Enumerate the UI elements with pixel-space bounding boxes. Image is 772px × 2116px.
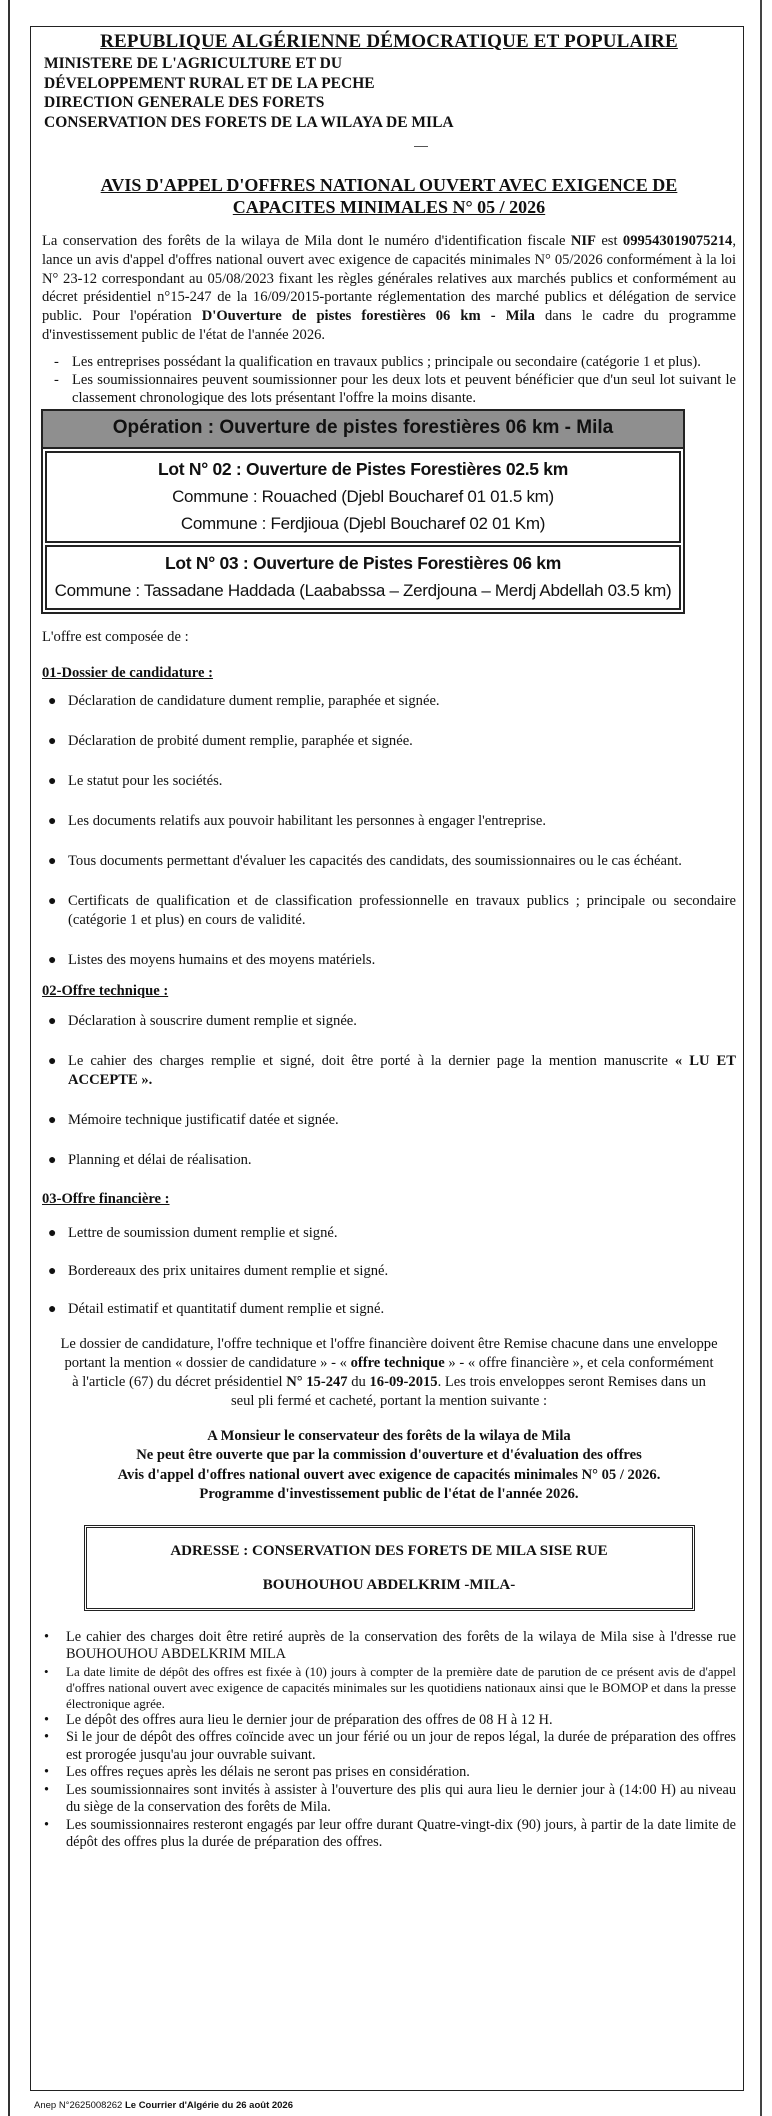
nif-value: 099543019075214 [622, 233, 733, 249]
technique-list [42, 1012, 736, 1170]
financiere-section-title: 03-Offre financière : [42, 1190, 170, 1207]
lot-02-box [45, 451, 681, 543]
list-item: ● Déclaration de candidature dument remplie, paraphée et signée. [48, 692, 440, 709]
dossier-list [42, 692, 736, 970]
address-line: BOUHOUHOU ABDELKRIM -MILA- [262, 1576, 516, 1593]
journal-name: Le Courrier d'Algérie du 26 août 2026 [124, 2100, 293, 2111]
list-item: ● Déclaration de probité dument remplie, paraphée et signée. [48, 732, 413, 749]
envelope-paragraph: Le dossier de candidature, l'offre technique et l'offre financière doivent être Remise chacune dans une enveloppe portant la mention « dossier de candidature » - « offre technique » - « offre financière », et cela conformément à l'article (67) du décret présidentiel N° 15-247 du 16-09-2015. Les trois enveloppes seront Remises dans un seul pli fermé et cacheté, portant la mention suivante : [60, 1335, 718, 1409]
lot-title: Lot N° 03 : Ouverture de Pistes Forestières 06 km [165, 552, 561, 573]
list-item: ● Déclaration à souscrire dument remplie et signée. [48, 1012, 357, 1029]
anep-number: Anep N°2625008262 [34, 2100, 123, 2111]
lot-title: Lot N° 02 : Ouverture de Pistes Forestières 02.5 km [158, 458, 568, 479]
technique-section-title: 02-Offre technique : [42, 982, 169, 999]
list-item: • Le cahier des charges doit être retiré auprès de la conservation des forêts de la wilaya de Mila sise à l'dresse rue BOUHOUHOU ABDELKRIM MILA [44, 1628, 736, 1663]
notice-title [42, 174, 736, 218]
intro-text: La conservation des forêts de la wilaya de Mila dont le numéro d'identification fiscale [42, 233, 571, 249]
notice-title-line2: CAPACITES MINIMALES N° 05 / 2026 [232, 197, 546, 217]
list-item: ● Mémoire technique justificatif datée et signée. [48, 1111, 339, 1128]
list-item: ● Détail estimatif et quantitatif dument remplie et signé. [48, 1300, 385, 1317]
list-item: • Le dépôt des offres aura lieu le dernier jour de préparation des offres de 08 H à 12 H. [44, 1711, 553, 1728]
mention-line: A Monsieur le conservateur des forêts de la wilaya de Mila [207, 1427, 571, 1444]
list-item: • La date limite de dépôt des offres est fixée à (10) jours à compter de la première date de parution de ce présent avis de d'appel d'offres national ouvert avec exigence de capacités minimales sur les quotidiens nationaux ainsi que le BOMOP et dans la presse électronique agrée. [44, 1663, 736, 1711]
lot-commune: Commune : Rouached (Djebl Boucharef 01 01.5 km) [172, 486, 554, 506]
mention-line: Avis d'appel d'offres national ouvert avec exigence de capacités minimales N° 05 / 2026. [117, 1466, 661, 1483]
address-box [84, 1525, 695, 1611]
list-item: ● Le cahier des charges remplie et signé, doit être porté à la dernier page la mention manuscrite « LU ET ACCEPTE ». [48, 1052, 736, 1088]
lu-et-accepte: « LU ET ACCEPTE ». [68, 1052, 736, 1088]
operation-table [41, 409, 685, 614]
intro-text: est [595, 233, 623, 249]
operation-name: D'Ouverture de pistes forestières 06 km - Mila [201, 308, 535, 325]
intro-text: dans le cadre du programme d'investissement public de l'état de l'année 2026. [42, 308, 736, 343]
lot-commune: Commune : Ferdjioua (Djebl Boucharef 02 01 Km) [180, 513, 546, 533]
list-item: ● Lettre de soumission dument remplie et signé. [48, 1224, 338, 1241]
intro-paragraph [42, 232, 736, 345]
financiere-list [42, 1224, 736, 1319]
republic-heading: REPUBLIQUE ALGÉRIENNE DÉMOCRATIQUE ET POPULAIRE [100, 31, 678, 52]
mention-line: Programme d'investissement public de l'état de l'année 2026. [199, 1486, 579, 1503]
requirements-list [42, 353, 736, 407]
list-item: • Les offres reçues après les délais ne seront pas prises en considération. [44, 1764, 470, 1781]
list-item: • Les soumissionnaires resteront engagés par leur offre durant Quatre-vingt-dix (90) jours, à partir de la date limite de dépôt des offres plus la durée de préparation des offres. [44, 1816, 736, 1851]
conditions-list [42, 1629, 736, 1852]
intro-text: , lance un avis d'appel d'offres national ouvert avec exigence de capacités minimales N° 05/2026 conformément à la loi N° 23-12 correspondant au 05/08/2023 fixant les règles générales relatives aux marchés publics et conformément au décret présidentiel n°15-247 de la 16/09/2015-portante réglementation des marché publics et délégation de service public. Pour l'opération [42, 233, 736, 325]
list-item: ● Listes des moyens humains et des moyens matériels. [48, 951, 376, 968]
list-item: ● Les documents relatifs aux pouvoir habilitant les personnes à engager l'entreprise. [48, 812, 546, 829]
requirement-item: - Les entreprises possédant la qualification en travaux publics ; principale ou secondaire (catégorie 1 et plus). [54, 353, 701, 370]
mention-line: Ne peut être ouverte que par la commission d'ouverture et d'évaluation des offres [136, 1447, 642, 1464]
ministry-line: MINISTERE DE L'AGRICULTURE ET DU [44, 55, 343, 72]
ministry-block [44, 54, 736, 132]
list-item: ● Le statut pour les sociétés. [48, 772, 223, 789]
page-edge-right [760, 0, 762, 2116]
offer-intro: L'offre est composée de : [42, 628, 189, 645]
notice-content [42, 30, 736, 1852]
address-line: ADRESSE : CONSERVATION DES FORETS DE MILA SISE RUE [170, 1542, 608, 1559]
list-item: ● Planning et délai de réalisation. [48, 1151, 252, 1168]
conservation-line: CONSERVATION DES FORETS DE LA WILAYA DE MILA [44, 113, 454, 131]
list-item: ● Bordereaux des prix unitaires dument remplie et signé. [48, 1262, 389, 1279]
page-edge-left [8, 0, 10, 2116]
list-item: ● Tous documents permettant d'évaluer les capacités des candidats, des soumissionnaires ou le cas échéant. [48, 852, 682, 869]
dossier-section-title: 01-Dossier de candidature : [42, 664, 213, 681]
envelope-mention [42, 1427, 736, 1505]
list-item: • Si le jour de dépôt des offres coïncide avec un jour férié ou un jour de repos légal, la durée de préparation des offres est prorogée jusqu'au jour ouvrable suivant. [44, 1729, 736, 1763]
direction-line: DIRECTION GENERALE DES FORETS [44, 94, 325, 111]
footer-credit [34, 2100, 293, 2111]
operation-header: Opération : Ouverture de pistes forestières 06 km - Mila [43, 411, 683, 449]
list-item: • Les soumissionnaires sont invités à assister à l'ouverture des plis qui aura lieu le dernier jour à (14:00 H) au niveau du siège de la conservation des forêts de Mila. [44, 1781, 736, 1816]
lot-commune: Commune : Tassadane Haddada (Laababssa – Zerdjouna – Merdj Abdellah 03.5 km) [54, 580, 672, 600]
nif-label: NIF [570, 233, 596, 249]
list-item: ● Certificats de qualification et de classification professionnelle en travaux publics ; principale ou secondaire (catégorie 1 et plus) en cours de validité. [48, 892, 736, 928]
requirement-item: - Les soumissionnaires peuvent soumissionner pour les deux lots et peuvent bénéficier que d'un seul lot suivant le classement chronologique des lots présentant l'offre la moins disante. [54, 371, 736, 406]
notice-title-line1: AVIS D'APPEL D'OFFRES NATIONAL OUVERT AVEC EXIGENCE DE [100, 175, 678, 195]
lot-03-box [45, 545, 681, 610]
ministry-line: DÉVELOPPEMENT RURAL ET DE LA PECHE [44, 74, 375, 92]
